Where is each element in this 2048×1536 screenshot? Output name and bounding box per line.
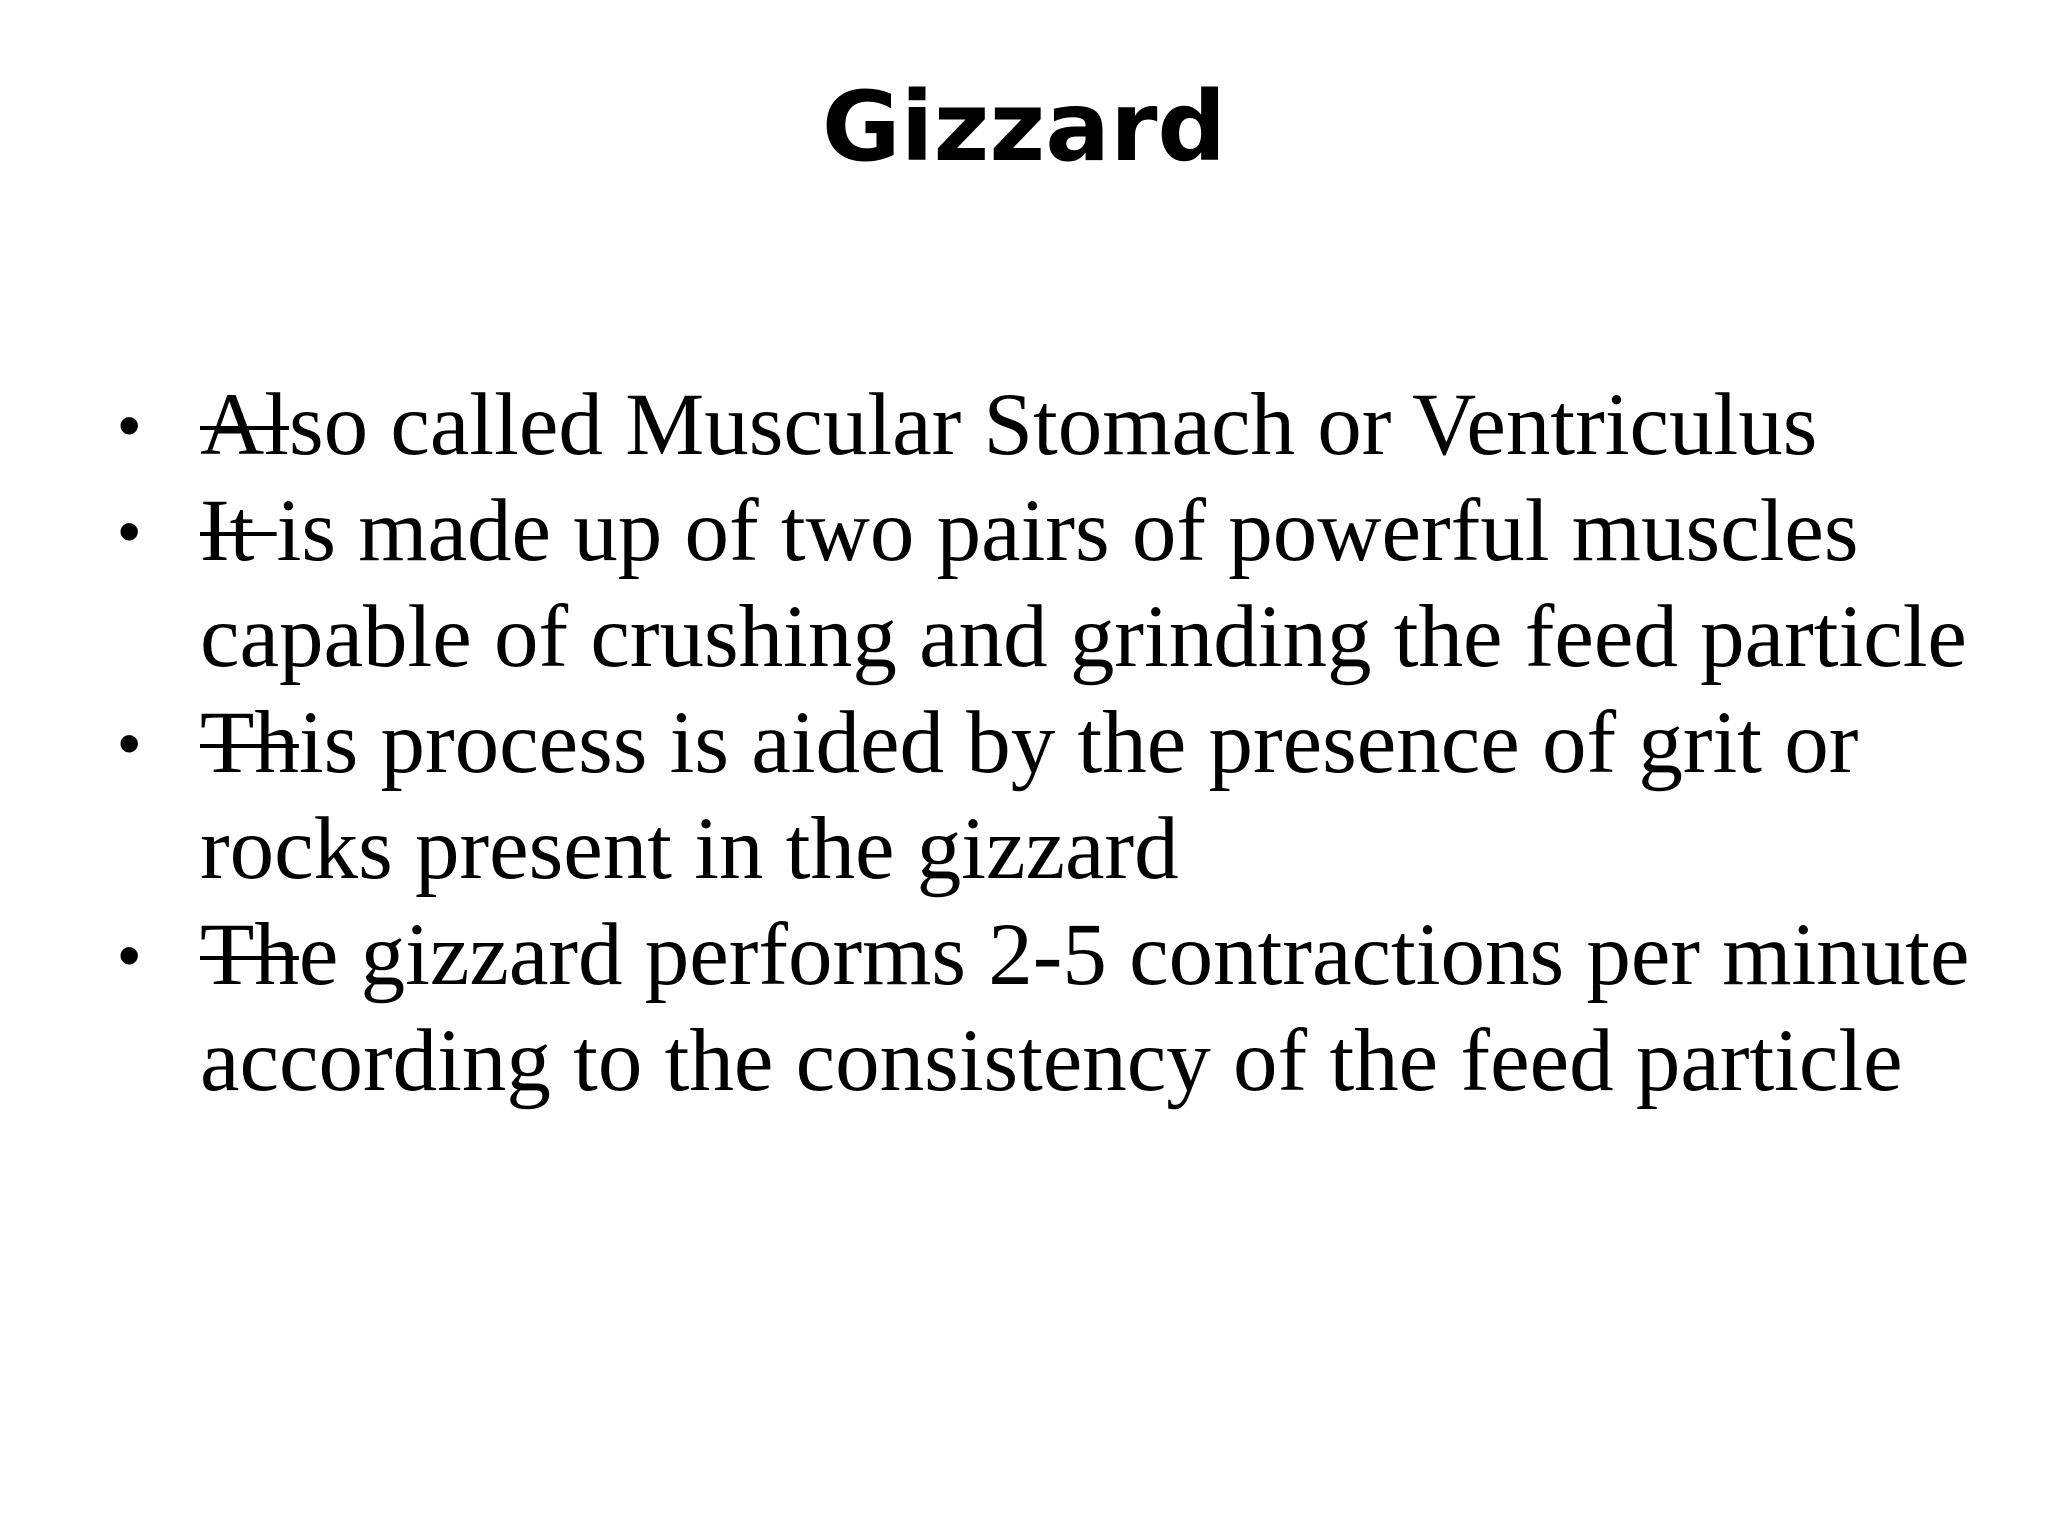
bullet-text: so called Muscular Stomach or Ventriculus (289, 376, 1818, 474)
struck-text: It (200, 482, 277, 580)
bullet-item (118, 372, 1998, 478)
bullet-icon: • (118, 495, 141, 567)
bullet-item (118, 902, 1998, 1114)
slide-title: Gizzard (821, 71, 1227, 183)
bullet-text: is process is aided by the presence of grit or rocks present in the gizzard (200, 694, 1859, 898)
bullet-icon: • (118, 389, 141, 461)
bullet-icon: • (118, 919, 141, 991)
struck-text: Th (200, 906, 299, 1004)
bullet-item (118, 690, 1998, 902)
struck-text: Th (200, 694, 299, 792)
bullet-text: is made up of two pairs of powerful muscles capable of crushing and grinding the feed particle (200, 482, 1967, 686)
bullet-text: e gizzard performs 2-5 contractions per minute according to the consistency of the feed particle (200, 906, 1970, 1110)
bullet-list (118, 372, 1998, 1114)
bullet-item (118, 478, 1998, 690)
bullet-icon: • (118, 707, 141, 779)
struck-text: Al (200, 376, 289, 474)
